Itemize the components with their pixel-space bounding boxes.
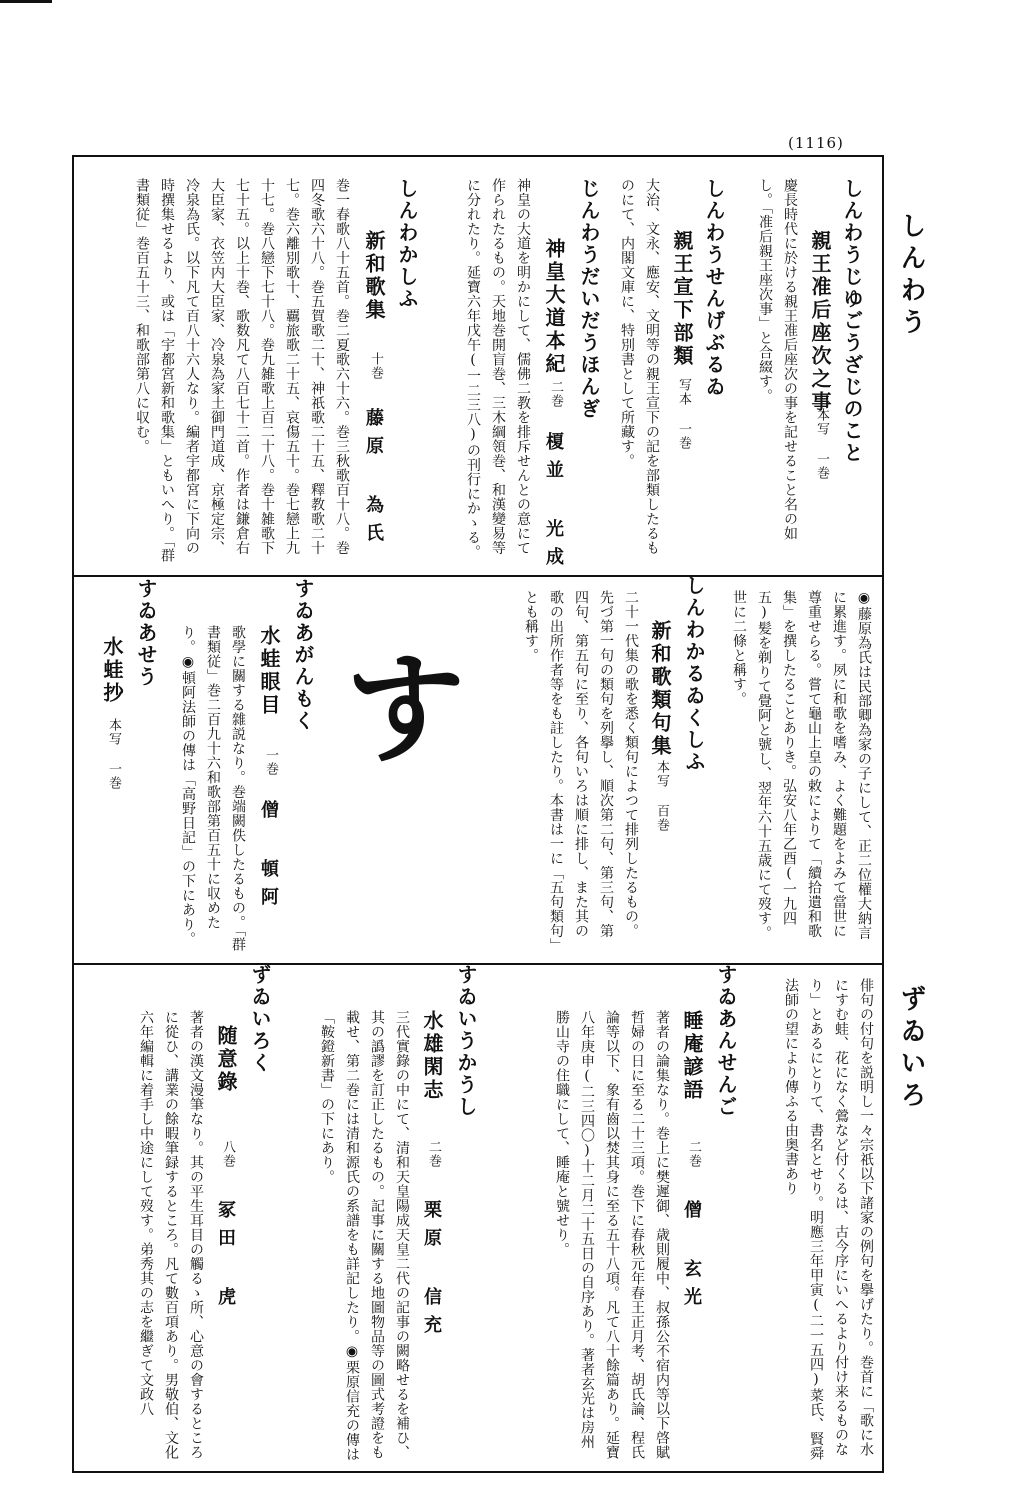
entry-author: 僧 頓阿 (258, 800, 279, 915)
entry-body: 神皇の大道を明かにして、儒佛二教を排斥せんとの意にて作られたるもの。天地巻開盲巻、三木綱領巻、和漢變易等に分れたり。延寶六年戊午(一二三八)の刊行にかゝる。 (465, 178, 531, 559)
frame-left-border (72, 155, 74, 1473)
entry-kana: じんわうだいだうほんぎ (577, 178, 601, 420)
entry-kana: しんわかしふ (395, 178, 419, 310)
entry-title: 水蛙眼目 (257, 625, 281, 717)
entry-body: 俳句の付句を説明し一々宗祇以下諸家の例句を擧げたり。巻首に「歌に水にすむ蛙、花になく鶯など付くるは、古今序にいへるより付け来るものなり」とあるにとりて、書名とせり。明應三年甲寅(二一五四)菜氏、賢舜法師の望により傳ふる由奥書あり (783, 978, 874, 1461)
entry-body: 三代實錄の中にて、清和天皇陽成天皇二代の記事の闕略せるを補ひ、其の譌謬を訂正したるもの。記事に關する地圖物品等の圖式考證をも載せ、第二巻には清和源氏の系譜をも詳記したり。◉栗原信充の傳は「鞍鐙新書」の下にあり。 (319, 1010, 410, 1462)
entry-body: 大治、文永、應安、文明等の親王宣下の記を部類したるものにて、内閣文庫に、特別書として所藏す。 (619, 178, 660, 555)
entry-title: 新和歌類句集 (648, 620, 672, 758)
corner-mark (0, 0, 52, 3)
entry-body: ◉藤原為氏は民部卿為家の子にして、正二位權大納言に累進す。夙に和歌を嗜み、よく難題をよみて當世に尊重せらる。嘗て龜山上皇の敕によりて「續拾遺和歌集」を撰したることありき。弘安八年乙酉(一九四五)髪を剃りて覺阿と號し、翌年六十五歳にて歿す。世に二條と稱す。 (731, 590, 872, 940)
entry-body: 著者の論集なり。巻上に樊遲御、歳則履中、叔孫公不宿内等以下啓賦哲婦の日に至る二十三項。巻下に春秋元年春王正月考、胡氏論、程氏論等以下、象有齒以焚其身に至る五十八項。凡て八十餘篇あり。延寶八年庚申(二三四〇)十二月二十五日の自序あり。著者玄光は房州勝山寺の住職にして、睡庵と號せり。 (554, 1010, 670, 1460)
running-head-top: しんわう (896, 212, 926, 340)
entry-title: 随意錄 (214, 1025, 238, 1094)
entry-author: 冢田 虎 (215, 1200, 236, 1315)
entry-title: 水蛙抄 (100, 636, 124, 705)
frame-top-border (72, 155, 884, 157)
entry-kana: しんわうじゆごうざじのこと (840, 178, 864, 464)
entry-kana: しんわかるゐくしふ (682, 575, 706, 773)
entry-meta: 八巻 (220, 1140, 235, 1168)
entry-meta: 十巻 (368, 352, 383, 380)
entry-body: 二十一代集の歌を悉く類句によつて排列したるもの。先づ第一句の類句を列擧し、順次第二句、第三句、第四句、第五句に至り、各句いろは順に排し、また其の歌の出所作者等をも註したり。本書は一に「五句類句」とも稱す。 (523, 590, 639, 946)
entry-title: 神皇大道本紀 (542, 238, 566, 376)
entry-kana: すゐあせう (134, 578, 158, 688)
entry-meta: 本写 一巻 (106, 718, 121, 790)
page-number: (1116) (788, 134, 844, 152)
entry-meta: 写本 一巻 (676, 378, 691, 450)
entry-body: 歌學に關する雜説なり。巻端闕佚したるもの。「群書類従」巻二百九十六和歌部第百五十に収めたり。◉頓阿法師の傳は「高野日記」の下にあり。 (180, 625, 246, 952)
entry-author: 栗原 信充 (421, 1200, 442, 1343)
entry-meta: 本写 百巻 (654, 760, 669, 832)
entry-title: 親王宣下部類 (670, 230, 694, 368)
entry-meta: 本写 一巻 (814, 408, 829, 480)
entry-title: 睡庵諺語 (680, 1010, 704, 1102)
entry-meta: 二巻 (686, 1140, 701, 1168)
entry-meta: 一巻 (263, 748, 278, 776)
section-character: す (345, 639, 465, 780)
entry-kana: すゐあがんもく (291, 578, 315, 732)
entry-meta: 二巻 (426, 1140, 441, 1168)
entry-meta: 二巻 (548, 380, 563, 408)
entry-kana: すゐいうかうし (454, 964, 478, 1118)
tier-divider-1 (72, 575, 884, 577)
frame-bottom-border (72, 1471, 884, 1473)
entry-author: 僧 玄光 (681, 1200, 702, 1315)
entry-body: 著者の漢文漫筆なり。其の平生耳目の觸るゝ所、心意の會するところに從ひ、講業の餘暇筆録するところ。凡て數百項あり。男敬伯、文化六年編輯に着手し中途にして歿す。弟秀其の志を繼ぎて文政八 (138, 1010, 204, 1460)
entry-body: 慶長時代に於ける親王准后座次の事を記せること名の如し。「准后親王座次事」と合綴す。 (757, 178, 798, 541)
entry-author: 榎並 光成 (543, 432, 564, 575)
entry-body: 巻一春歌八十五首。巻二夏歌六十六。巻三秋歌百十八。巻四冬歌六十八。巻五賀歌二十、神祇歌二十五、釋教歌二十七。巻六離別歌十、覊旅歌二十五、哀傷五十。巻七戀上九十七。巻八戀下七十八。巻九雑歌上百二十八。巻十雑歌下七十五。以上十巻、歌数凡て八百七十二首。作者は鎌倉右大臣家、衣笠内大臣家、冷泉為家土御門道成、京極定宗、冷泉為氏。以下凡て百八十六人なり。編者宇都宮に下向の時撰集せるより、或は「宇都宮新和歌集」ともいへり。「群書類従」巻百五十三、和歌部第八に収む。 (134, 178, 350, 563)
running-head-bottom: ずゐいろ (896, 985, 926, 1113)
entry-kana: すゐあんせんご (714, 964, 738, 1118)
entry-title: 水雄閑志 (420, 1010, 444, 1102)
frame-right-border (882, 155, 884, 1473)
entry-title: 新和歌集 (362, 230, 386, 322)
entry-kana: しんわうせんげぶるゐ (702, 178, 726, 398)
entry-author: 藤原 為氏 (363, 408, 384, 551)
entry-title: 親王准后座次之事 (808, 230, 832, 414)
entry-kana: ずゐいろく (248, 964, 272, 1074)
